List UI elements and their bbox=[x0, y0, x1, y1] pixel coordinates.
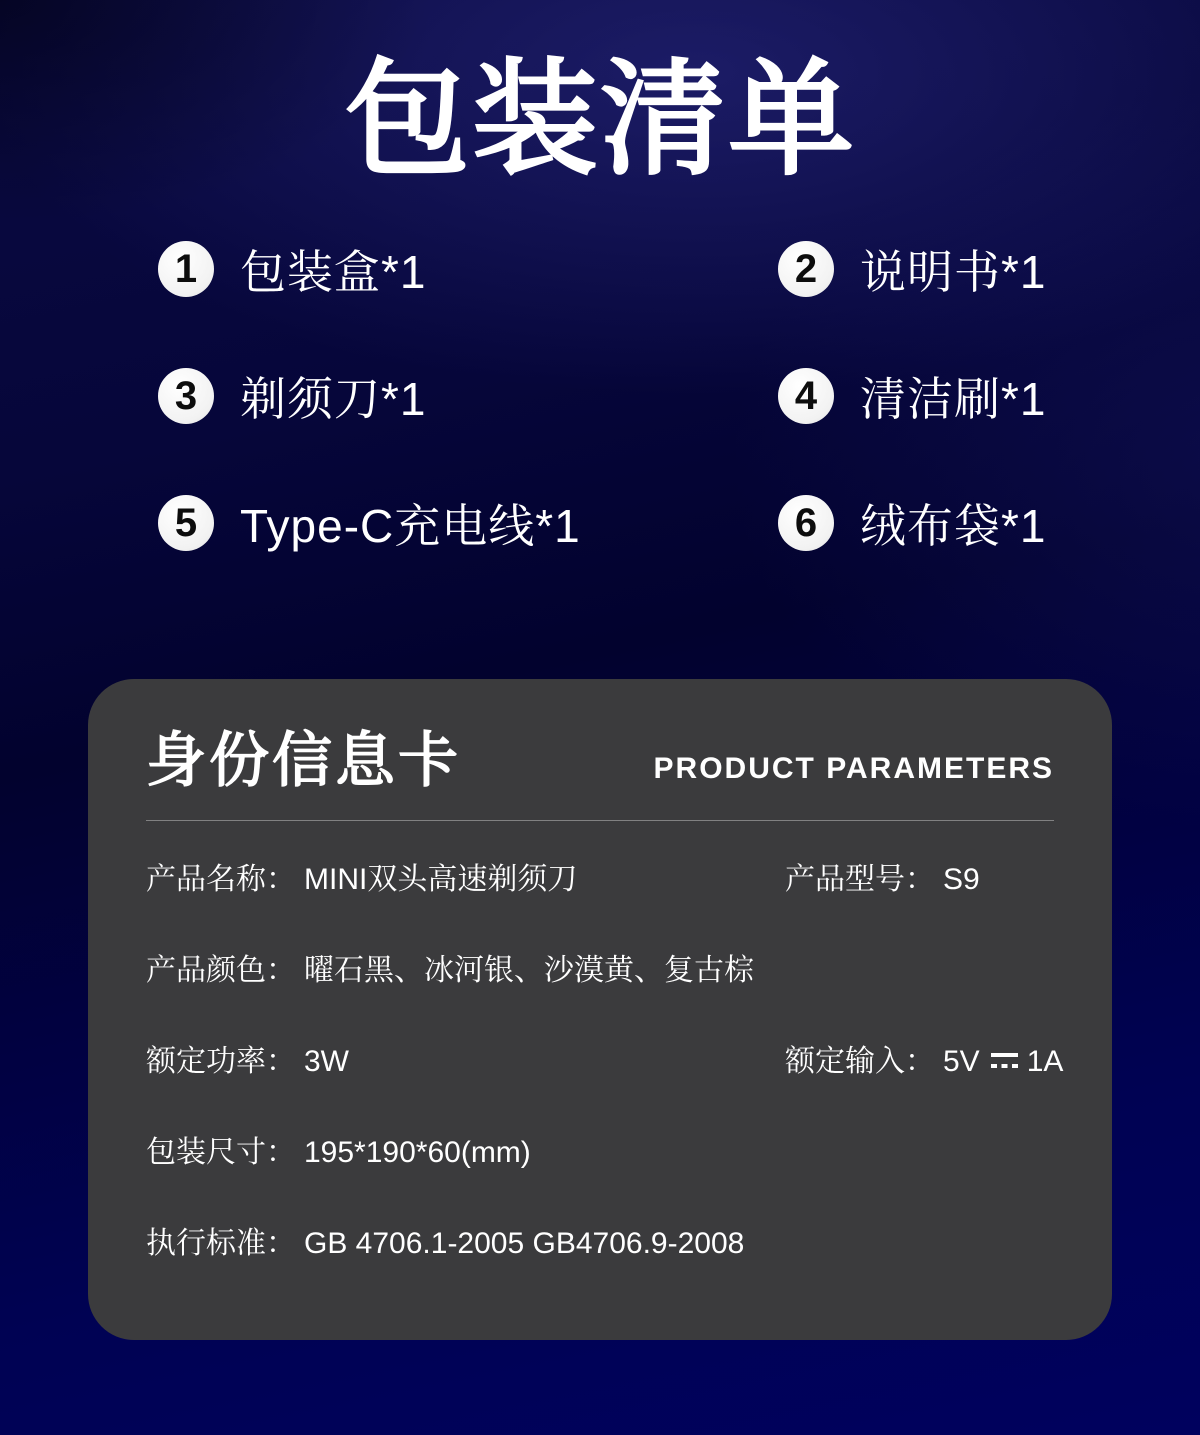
card-header bbox=[146, 727, 1054, 795]
spec-value: 曜石黑、冰河银、沙漠黄、复古棕 bbox=[304, 954, 754, 988]
packing-list bbox=[158, 241, 1200, 551]
packing-item bbox=[158, 241, 778, 297]
card-subtitle: PRODUCT PARAMETERS bbox=[653, 752, 1054, 786]
item-label: 清洁刷*1 bbox=[860, 373, 1047, 426]
spec-label: 包装尺寸： bbox=[146, 1136, 296, 1170]
spec-rows bbox=[146, 859, 1064, 1265]
spec-row-color bbox=[146, 950, 1054, 992]
packing-item bbox=[778, 495, 1200, 551]
spec-label: 额定输入： bbox=[785, 1045, 935, 1079]
item-label: 剃须刀*1 bbox=[240, 373, 427, 426]
spec-row-standard bbox=[146, 1223, 1054, 1265]
spec-package-size bbox=[146, 1132, 785, 1174]
card-divider bbox=[146, 820, 1054, 821]
packing-item bbox=[158, 495, 778, 551]
spec-rated-input bbox=[785, 1041, 1063, 1083]
spec-model bbox=[785, 859, 1054, 901]
item-number-badge: 6 bbox=[778, 495, 834, 551]
spec-label: 产品型号： bbox=[785, 863, 935, 897]
packing-item bbox=[778, 241, 1200, 297]
spec-label: 产品名称： bbox=[146, 863, 296, 897]
spec-value: S9 bbox=[943, 863, 980, 897]
item-number-badge: 4 bbox=[778, 368, 834, 424]
spec-value: 1A bbox=[1026, 1045, 1064, 1079]
spec-power bbox=[146, 1041, 785, 1083]
spec-row-power-input bbox=[146, 1041, 1064, 1083]
item-label: Type-C充电线*1 bbox=[240, 500, 581, 553]
item-number-badge: 5 bbox=[158, 495, 214, 551]
packing-item bbox=[158, 368, 778, 424]
card-title: 身份信息卡 bbox=[146, 727, 461, 795]
spec-product-name bbox=[146, 859, 785, 901]
spec-value: 3W bbox=[304, 1045, 349, 1079]
item-number-badge: 3 bbox=[158, 368, 214, 424]
spec-value: 195*190*60(mm) bbox=[304, 1136, 531, 1170]
item-number-badge: 1 bbox=[158, 241, 214, 297]
page-title: 包装清单 bbox=[344, 49, 856, 190]
product-parameters-card bbox=[88, 679, 1112, 1340]
spec-row-size bbox=[146, 1132, 1054, 1174]
item-number-badge: 2 bbox=[778, 241, 834, 297]
spec-value: GB 4706.1-2005 GB4706.9-2008 bbox=[304, 1227, 745, 1261]
item-label: 包装盒*1 bbox=[240, 246, 427, 299]
spec-standard bbox=[146, 1223, 785, 1265]
spec-row-name-model bbox=[146, 859, 1054, 901]
spec-label: 产品颜色： bbox=[146, 954, 296, 988]
item-label: 说明书*1 bbox=[860, 246, 1047, 299]
dc-symbol-icon bbox=[991, 1053, 1018, 1068]
spec-label: 执行标准： bbox=[146, 1227, 296, 1261]
spec-color bbox=[146, 950, 785, 992]
item-label: 绒布袋*1 bbox=[860, 500, 1047, 553]
packing-item bbox=[778, 368, 1200, 424]
spec-label: 额定功率： bbox=[146, 1045, 296, 1079]
spec-value: 5V bbox=[943, 1045, 980, 1079]
spec-value: MINI双头高速剃须刀 bbox=[304, 863, 578, 897]
